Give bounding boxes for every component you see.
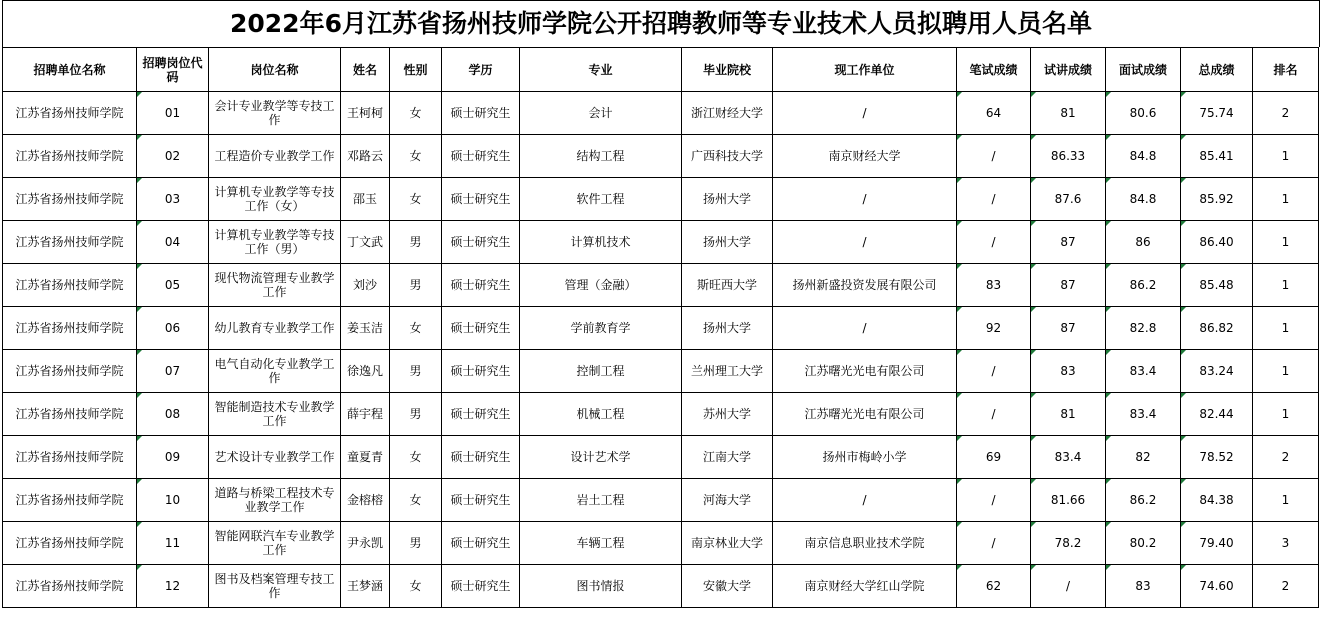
table-row — [3, 221, 1319, 264]
gender-cell[interactable]: 女 — [390, 135, 442, 178]
education-cell[interactable]: 硕士研究生 — [442, 221, 520, 264]
name-cell[interactable]: 尹永凯 — [341, 522, 390, 565]
post-code-cell[interactable]: 08 — [137, 393, 209, 436]
interview-score-cell[interactable]: 86.2 — [1106, 479, 1181, 522]
school-cell[interactable]: 斯旺西大学 — [682, 264, 773, 307]
name-cell[interactable]: 童夏青 — [341, 436, 390, 479]
table-row — [3, 565, 1319, 608]
post-name-cell[interactable]: 图书及档案管理专技工作 — [209, 565, 341, 608]
major-cell[interactable]: 管理（金融） — [520, 264, 682, 307]
name-cell[interactable]: 王梦涵 — [341, 565, 390, 608]
written-score-cell[interactable]: / — [957, 479, 1031, 522]
name-cell[interactable]: 姜玉洁 — [341, 307, 390, 350]
unit-header[interactable]: 招聘单位名称 — [3, 48, 137, 92]
total-score-cell[interactable]: 83.24 — [1181, 350, 1253, 393]
gender-cell[interactable]: 女 — [390, 479, 442, 522]
name-cell[interactable]: 金榕榕 — [341, 479, 390, 522]
post-code-cell[interactable]: 01 — [137, 92, 209, 135]
interview-score-cell[interactable]: 82.8 — [1106, 307, 1181, 350]
gender-cell[interactable]: 男 — [390, 393, 442, 436]
interview-score-cell[interactable]: 84.8 — [1106, 178, 1181, 221]
rank-cell[interactable]: 2 — [1253, 565, 1319, 608]
unit-cell[interactable]: 江苏省扬州技师学院 — [3, 393, 137, 436]
major-cell[interactable]: 计算机技术 — [520, 221, 682, 264]
interview-score-cell[interactable]: 83 — [1106, 565, 1181, 608]
lecture-score-cell[interactable]: 83 — [1031, 350, 1106, 393]
rank-cell[interactable]: 1 — [1253, 221, 1319, 264]
total-score-cell[interactable]: 78.52 — [1181, 436, 1253, 479]
school-cell[interactable]: 河海大学 — [682, 479, 773, 522]
interview-score-cell[interactable]: 84.8 — [1106, 135, 1181, 178]
gender-cell[interactable]: 男 — [390, 522, 442, 565]
table-row — [3, 479, 1319, 522]
workplace-cell[interactable]: / — [773, 479, 957, 522]
table-row — [3, 178, 1319, 221]
name-cell[interactable]: 刘沙 — [341, 264, 390, 307]
gender-cell[interactable]: 男 — [390, 221, 442, 264]
written-score-cell[interactable]: / — [957, 221, 1031, 264]
lecture-score-cell[interactable]: 87 — [1031, 264, 1106, 307]
interview-score-cell[interactable]: 86.2 — [1106, 264, 1181, 307]
education-cell[interactable]: 硕士研究生 — [442, 393, 520, 436]
written-score-cell[interactable]: / — [957, 178, 1031, 221]
post-code-cell[interactable]: 09 — [137, 436, 209, 479]
education-cell[interactable]: 硕士研究生 — [442, 307, 520, 350]
unit-cell[interactable]: 江苏省扬州技师学院 — [3, 436, 137, 479]
written-score-cell[interactable]: 64 — [957, 92, 1031, 135]
lecture-score-cell[interactable]: 81 — [1031, 92, 1106, 135]
rank-cell[interactable]: 1 — [1253, 307, 1319, 350]
lecture-score-cell[interactable]: 86.33 — [1031, 135, 1106, 178]
unit-cell[interactable]: 江苏省扬州技师学院 — [3, 178, 137, 221]
post-name-header[interactable]: 岗位名称 — [209, 48, 341, 92]
education-cell[interactable]: 硕士研究生 — [442, 565, 520, 608]
lecture-score-cell[interactable]: 81.66 — [1031, 479, 1106, 522]
education-cell[interactable]: 硕士研究生 — [442, 522, 520, 565]
major-cell[interactable]: 软件工程 — [520, 178, 682, 221]
post-name-cell[interactable]: 电气自动化专业教学工作 — [209, 350, 341, 393]
interview-score-cell[interactable]: 82 — [1106, 436, 1181, 479]
total-score-cell[interactable]: 85.48 — [1181, 264, 1253, 307]
rank-cell[interactable]: 1 — [1253, 350, 1319, 393]
lecture-score-cell[interactable]: 81 — [1031, 393, 1106, 436]
unit-cell[interactable]: 江苏省扬州技师学院 — [3, 307, 137, 350]
school-cell[interactable]: 苏州大学 — [682, 393, 773, 436]
rank-cell[interactable]: 1 — [1253, 264, 1319, 307]
gender-cell[interactable]: 女 — [390, 178, 442, 221]
unit-cell[interactable]: 江苏省扬州技师学院 — [3, 92, 137, 135]
post-name-cell[interactable]: 艺术设计专业教学工作 — [209, 436, 341, 479]
interview-score-cell[interactable]: 83.4 — [1106, 350, 1181, 393]
table-row — [3, 135, 1319, 178]
total-score-cell[interactable]: 82.44 — [1181, 393, 1253, 436]
lecture-score-cell[interactable]: 87 — [1031, 221, 1106, 264]
education-header[interactable]: 学历 — [442, 48, 520, 92]
gender-cell[interactable]: 男 — [390, 264, 442, 307]
post-name-cell[interactable]: 幼儿教育专业教学工作 — [209, 307, 341, 350]
written-score-cell[interactable]: / — [957, 393, 1031, 436]
post-code-cell[interactable]: 11 — [137, 522, 209, 565]
gender-cell[interactable]: 女 — [390, 307, 442, 350]
major-cell[interactable]: 岩土工程 — [520, 479, 682, 522]
school-header[interactable]: 毕业院校 — [682, 48, 773, 92]
major-cell[interactable]: 机械工程 — [520, 393, 682, 436]
rank-header[interactable]: 排名 — [1253, 48, 1319, 92]
rank-cell[interactable]: 1 — [1253, 178, 1319, 221]
lecture-score-cell[interactable]: 87 — [1031, 307, 1106, 350]
post-name-cell[interactable]: 智能网联汽车专业教学工作 — [209, 522, 341, 565]
table-row — [3, 92, 1319, 135]
education-cell[interactable]: 硕士研究生 — [442, 479, 520, 522]
total-score-cell[interactable]: 84.38 — [1181, 479, 1253, 522]
school-cell[interactable]: 广西科技大学 — [682, 135, 773, 178]
total-score-cell[interactable]: 86.40 — [1181, 221, 1253, 264]
lecture-score-cell[interactable]: 83.4 — [1031, 436, 1106, 479]
major-cell[interactable]: 控制工程 — [520, 350, 682, 393]
name-cell[interactable]: 薛宇程 — [341, 393, 390, 436]
rank-cell[interactable]: 1 — [1253, 479, 1319, 522]
lecture-score-header[interactable]: 试讲成绩 — [1031, 48, 1106, 92]
gender-cell[interactable]: 女 — [390, 92, 442, 135]
written-score-cell[interactable]: 83 — [957, 264, 1031, 307]
workplace-cell[interactable]: / — [773, 178, 957, 221]
total-score-cell[interactable]: 86.82 — [1181, 307, 1253, 350]
interview-score-cell[interactable]: 80.2 — [1106, 522, 1181, 565]
total-score-cell[interactable]: 85.41 — [1181, 135, 1253, 178]
school-cell[interactable]: 兰州理工大学 — [682, 350, 773, 393]
post-code-cell[interactable]: 04 — [137, 221, 209, 264]
written-score-cell[interactable]: 62 — [957, 565, 1031, 608]
workplace-cell[interactable]: 江苏曙光光电有限公司 — [773, 350, 957, 393]
post-name-cell[interactable]: 工程造价专业教学工作 — [209, 135, 341, 178]
unit-cell[interactable]: 江苏省扬州技师学院 — [3, 522, 137, 565]
rank-cell[interactable]: 3 — [1253, 522, 1319, 565]
school-cell[interactable]: 扬州大学 — [682, 221, 773, 264]
lecture-score-cell[interactable]: 87.6 — [1031, 178, 1106, 221]
gender-cell[interactable]: 女 — [390, 565, 442, 608]
school-cell[interactable]: 江南大学 — [682, 436, 773, 479]
interview-score-cell[interactable]: 80.6 — [1106, 92, 1181, 135]
unit-cell[interactable]: 江苏省扬州技师学院 — [3, 350, 137, 393]
unit-cell[interactable]: 江苏省扬州技师学院 — [3, 565, 137, 608]
workplace-cell[interactable]: / — [773, 221, 957, 264]
table-row — [3, 393, 1319, 436]
lecture-score-cell[interactable]: / — [1031, 565, 1106, 608]
gender-header[interactable]: 性别 — [390, 48, 442, 92]
school-cell[interactable]: 安徽大学 — [682, 565, 773, 608]
name-cell[interactable]: 邵玉 — [341, 178, 390, 221]
unit-cell[interactable]: 江苏省扬州技师学院 — [3, 479, 137, 522]
post-name-cell[interactable]: 会计专业教学等专技工作 — [209, 92, 341, 135]
major-cell[interactable]: 车辆工程 — [520, 522, 682, 565]
hiring-table — [2, 47, 1319, 608]
rank-cell[interactable]: 1 — [1253, 135, 1319, 178]
name-cell[interactable]: 王柯柯 — [341, 92, 390, 135]
major-cell[interactable]: 设计艺术学 — [520, 436, 682, 479]
post-code-cell[interactable]: 06 — [137, 307, 209, 350]
post-code-cell[interactable]: 12 — [137, 565, 209, 608]
post-name-cell[interactable]: 道路与桥梁工程技术专业教学工作 — [209, 479, 341, 522]
name-cell[interactable]: 邓路云 — [341, 135, 390, 178]
workplace-cell[interactable]: 江苏曙光光电有限公司 — [773, 393, 957, 436]
major-cell[interactable]: 图书情报 — [520, 565, 682, 608]
education-cell[interactable]: 硕士研究生 — [442, 436, 520, 479]
workplace-cell[interactable]: 扬州新盛投资发展有限公司 — [773, 264, 957, 307]
total-score-cell[interactable]: 85.92 — [1181, 178, 1253, 221]
education-cell[interactable]: 硕士研究生 — [442, 178, 520, 221]
total-score-header[interactable]: 总成绩 — [1181, 48, 1253, 92]
gender-cell[interactable]: 男 — [390, 350, 442, 393]
school-cell[interactable]: 扬州大学 — [682, 307, 773, 350]
education-cell[interactable]: 硕士研究生 — [442, 135, 520, 178]
major-cell[interactable]: 学前教育学 — [520, 307, 682, 350]
major-cell[interactable]: 结构工程 — [520, 135, 682, 178]
total-score-cell[interactable]: 74.60 — [1181, 565, 1253, 608]
post-code-cell[interactable]: 02 — [137, 135, 209, 178]
post-name-cell[interactable]: 智能制造技术专业教学工作 — [209, 393, 341, 436]
unit-cell[interactable]: 江苏省扬州技师学院 — [3, 135, 137, 178]
post-code-cell[interactable]: 05 — [137, 264, 209, 307]
workplace-header[interactable]: 现工作单位 — [773, 48, 957, 92]
written-score-cell[interactable]: 92 — [957, 307, 1031, 350]
rank-cell[interactable]: 2 — [1253, 436, 1319, 479]
major-header[interactable]: 专业 — [520, 48, 682, 92]
table-header-row — [3, 48, 1319, 92]
education-cell[interactable]: 硕士研究生 — [442, 92, 520, 135]
rank-cell[interactable]: 2 — [1253, 92, 1319, 135]
major-cell[interactable]: 会计 — [520, 92, 682, 135]
rank-cell[interactable]: 1 — [1253, 393, 1319, 436]
name-cell[interactable]: 徐逸凡 — [341, 350, 390, 393]
school-cell[interactable]: 扬州大学 — [682, 178, 773, 221]
written-score-cell[interactable]: / — [957, 350, 1031, 393]
table-body — [3, 92, 1319, 608]
post-code-header[interactable]: 招聘岗位代码 — [137, 48, 209, 92]
lecture-score-cell[interactable]: 78.2 — [1031, 522, 1106, 565]
gender-cell[interactable]: 女 — [390, 436, 442, 479]
post-code-cell[interactable]: 03 — [137, 178, 209, 221]
workplace-cell[interactable]: 南京财经大学红山学院 — [773, 565, 957, 608]
workplace-cell[interactable]: / — [773, 92, 957, 135]
table-row — [3, 522, 1319, 565]
table-row — [3, 307, 1319, 350]
post-code-cell[interactable]: 10 — [137, 479, 209, 522]
total-score-cell[interactable]: 79.40 — [1181, 522, 1253, 565]
school-cell[interactable]: 南京林业大学 — [682, 522, 773, 565]
spreadsheet — [2, 0, 1320, 608]
interview-score-header[interactable]: 面试成绩 — [1106, 48, 1181, 92]
workplace-cell[interactable]: 扬州市梅岭小学 — [773, 436, 957, 479]
table-row — [3, 436, 1319, 479]
written-score-header[interactable]: 笔试成绩 — [957, 48, 1031, 92]
post-name-cell[interactable]: 现代物流管理专业教学工作 — [209, 264, 341, 307]
post-name-cell[interactable]: 计算机专业教学等专技工作（男） — [209, 221, 341, 264]
page-title: 2022年6月江苏省扬州技师学院公开招聘教师等专业技术人员拟聘用人员名单 — [2, 0, 1320, 47]
table-row — [3, 350, 1319, 393]
workplace-cell[interactable]: 南京信息职业技术学院 — [773, 522, 957, 565]
unit-cell[interactable]: 江苏省扬州技师学院 — [3, 264, 137, 307]
school-cell[interactable]: 浙江财经大学 — [682, 92, 773, 135]
name-header[interactable]: 姓名 — [341, 48, 390, 92]
education-cell[interactable]: 硕士研究生 — [442, 350, 520, 393]
post-name-cell[interactable]: 计算机专业教学等专技工作（女） — [209, 178, 341, 221]
interview-score-cell[interactable]: 86 — [1106, 221, 1181, 264]
post-code-cell[interactable]: 07 — [137, 350, 209, 393]
table-row — [3, 264, 1319, 307]
interview-score-cell[interactable]: 83.4 — [1106, 393, 1181, 436]
written-score-cell[interactable]: / — [957, 522, 1031, 565]
total-score-cell[interactable]: 75.74 — [1181, 92, 1253, 135]
name-cell[interactable]: 丁文武 — [341, 221, 390, 264]
written-score-cell[interactable]: 69 — [957, 436, 1031, 479]
workplace-cell[interactable]: 南京财经大学 — [773, 135, 957, 178]
education-cell[interactable]: 硕士研究生 — [442, 264, 520, 307]
unit-cell[interactable]: 江苏省扬州技师学院 — [3, 221, 137, 264]
workplace-cell[interactable]: / — [773, 307, 957, 350]
written-score-cell[interactable]: / — [957, 135, 1031, 178]
